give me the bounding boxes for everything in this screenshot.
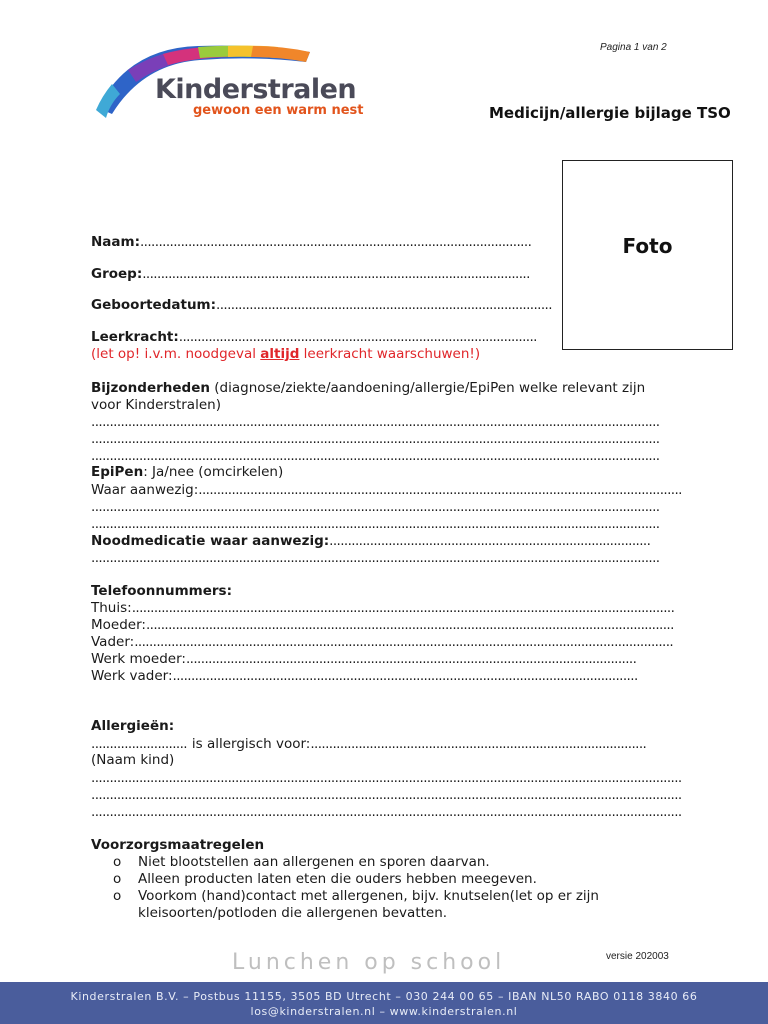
noodmedicatie-label: Noodmedicatie waar aanwezig:: [91, 533, 330, 549]
allergie-dots-pre: .........................: [91, 736, 184, 752]
naam-field[interactable]: [91, 234, 531, 251]
bijzonderheden-line-3[interactable]: ..........................................................................................................................................................: [91, 448, 660, 464]
allergie-dots-post: ...........................................................................................: [310, 736, 647, 752]
voorzorg-item: Voorkom (hand)contact met allergenen, bijv. knutselen(let op er zijn: [138, 888, 599, 904]
bullet-marker: o: [113, 888, 122, 904]
allergie-line-3[interactable]: ................................................................................................................................................................: [91, 804, 682, 820]
warning-pre: (let op! i.v.m. noodgeval: [91, 346, 261, 362]
vader-dots: ..................................................................................................................................................: [134, 634, 674, 650]
waar-dots: ...................................................................................................................................: [198, 482, 682, 498]
document-title: Medicijn/allergie bijlage TSO: [489, 104, 731, 122]
werk-moeder-dots: ..........................................................................................................................: [185, 651, 637, 667]
naam-kind-caption: (Naam kind): [91, 752, 175, 768]
thuis-dots: ...................................................................................................................................................: [131, 600, 675, 616]
allergie-text: . is allergisch voor:: [183, 736, 311, 752]
noodmedicatie-field[interactable]: [91, 533, 650, 550]
slogan: Lunchen op school: [232, 950, 506, 975]
epipen-text: : Ja/nee (omcirkelen): [143, 464, 284, 480]
allergie-line-2[interactable]: ................................................................................................................................................................: [91, 787, 682, 803]
groep-label: Groep:: [91, 266, 143, 282]
bijzonderheden-line-1[interactable]: ..........................................................................................................................................................: [91, 414, 660, 430]
version-label: versie 202003: [606, 951, 669, 962]
voorzorg-item: Niet blootstellen aan allergenen en sporen daarvan.: [138, 854, 490, 870]
bijzonderheden-label: Bijzonderheden: [91, 380, 210, 396]
voorzorg-heading: Voorzorgsmaatregelen: [91, 837, 265, 853]
footer-address: Kinderstralen B.V. – Postbus 11155, 3505 BD Utrecht – 030 244 00 65 – IBAN NL50 RABO 0118 3840 66: [70, 990, 698, 1003]
waar-line-2[interactable]: ..........................................................................................................................................................: [91, 499, 660, 515]
leerkracht-field[interactable]: [91, 329, 537, 346]
photo-label: Foto: [622, 234, 673, 258]
werk-vader-dots: ..............................................................................................................................: [172, 668, 638, 684]
allergieen-heading: Allergieën:: [91, 718, 175, 734]
groep-field[interactable]: [91, 266, 530, 283]
logo-name: Kinderstralen: [155, 74, 357, 105]
voorzorg-item: Alleen producten laten eten die ouders hebben meegeven.: [138, 871, 537, 887]
waar-line-3[interactable]: ..........................................................................................................................................................: [91, 516, 660, 532]
waar-label: Waar aanwezig:: [91, 482, 199, 498]
epipen-line: [91, 464, 283, 481]
geboortedatum-field[interactable]: [91, 297, 552, 314]
geboortedatum-dots: ...........................................................................................: [216, 297, 552, 313]
moeder-dots: ...............................................................................................................................................: [145, 617, 674, 633]
thuis-label: Thuis:: [91, 600, 132, 616]
noodmedicatie-line-2[interactable]: ..........................................................................................................................................................: [91, 550, 660, 566]
warning-emphasis: altijd: [260, 346, 300, 362]
waar-field[interactable]: [91, 482, 682, 499]
werk-moeder-label: Werk moeder:: [91, 651, 186, 667]
epipen-label: EpiPen: [91, 464, 144, 480]
werk-vader-label: Werk vader:: [91, 668, 173, 684]
allergie-line-1[interactable]: ................................................................................................................................................................: [91, 770, 682, 786]
leerkracht-dots: .................................................................................................: [178, 329, 537, 345]
werk-vader-field[interactable]: [91, 668, 638, 685]
groep-dots: .........................................................................................................: [142, 266, 530, 282]
bijzonderheden-line-2[interactable]: ..........................................................................................................................................................: [91, 431, 660, 447]
moeder-field[interactable]: [91, 617, 674, 634]
warning-note: [91, 346, 480, 363]
moeder-label: Moeder:: [91, 617, 146, 633]
bullet-marker: o: [113, 854, 122, 870]
bijzonderheden-text2: voor Kinderstralen): [91, 397, 221, 413]
allergie-field[interactable]: [91, 736, 646, 753]
bijzonderheden-heading: [91, 380, 645, 397]
bijzonderheden-text: (diagnose/ziekte/aandoening/allergie/EpiPen welke relevant zijn: [209, 380, 646, 396]
logo-tagline: gewoon een warm nest: [193, 103, 364, 118]
page-number: Pagina 1 van 2: [600, 42, 667, 53]
warning-post: leerkracht waarschuwen!): [299, 346, 481, 362]
geboortedatum-label: Geboortedatum:: [91, 297, 217, 313]
voorzorg-item-continued: kleisoorten/potloden die allergenen bevatten.: [138, 905, 448, 921]
naam-dots: ..........................................................................................................: [139, 234, 532, 250]
footer-contact: los@kinderstralen.nl – www.kinderstralen.nl: [250, 1005, 518, 1018]
bullet-marker: o: [113, 871, 122, 887]
thuis-field[interactable]: [91, 600, 674, 617]
leerkracht-label: Leerkracht:: [91, 329, 179, 345]
naam-label: Naam:: [91, 234, 140, 250]
vader-label: Vader:: [91, 634, 135, 650]
telefoon-heading: Telefoonnummers:: [91, 583, 232, 599]
noodmedicatie-dots: .......................................................................................: [329, 533, 651, 549]
werk-moeder-field[interactable]: [91, 651, 636, 668]
vader-field[interactable]: [91, 634, 673, 651]
